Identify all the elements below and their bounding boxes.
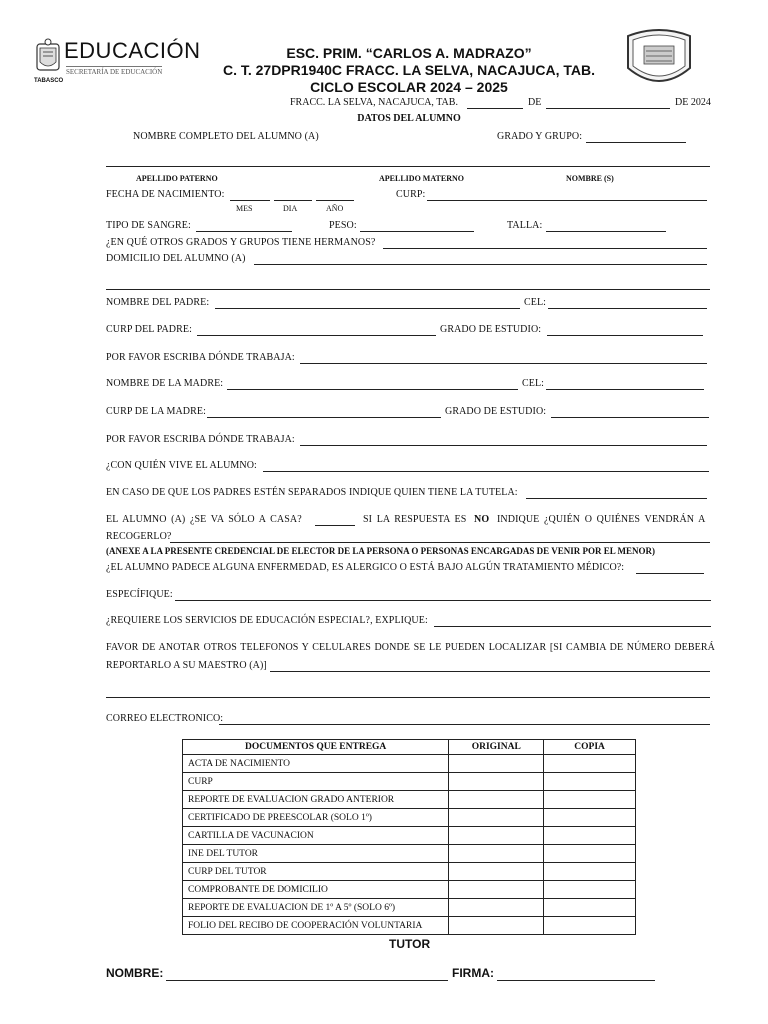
mother-work-field[interactable]	[300, 445, 707, 446]
goes-alone-no: NO	[474, 514, 490, 525]
date-month-field[interactable]	[546, 108, 670, 109]
original-check-cell[interactable]	[449, 863, 544, 881]
phones-field-1[interactable]	[270, 671, 710, 672]
email-label: CORREO ELECTRONICO:	[106, 713, 224, 724]
goes-alone-field[interactable]	[315, 525, 355, 526]
original-check-cell[interactable]	[449, 809, 544, 827]
copy-check-cell[interactable]	[544, 755, 636, 773]
copy-check-cell[interactable]	[544, 809, 636, 827]
custody-field[interactable]	[526, 498, 707, 499]
nombres-caption: NOMBRE (S)	[566, 174, 614, 183]
goes-alone-label: EL ALUMNO (A) ¿SE VA SÓLO A CASA?	[106, 514, 302, 525]
documents-header-row	[183, 740, 636, 755]
specify-label: ESPECÍFIQUE:	[106, 589, 173, 600]
phones-label-2: REPORTARLO A SU MAESTRO (A)]	[106, 660, 267, 671]
mother-cel-label: CEL:	[522, 378, 545, 389]
birth-month-field[interactable]	[230, 200, 270, 201]
mother-curp-label: CURP DE LA MADRE:	[106, 406, 206, 417]
original-check-cell[interactable]	[449, 845, 544, 863]
school-cycle: CICLO ESCOLAR 2024 – 2025	[310, 79, 508, 95]
date-day-field[interactable]	[467, 108, 523, 109]
address-field-2[interactable]	[106, 289, 710, 290]
apellido-materno-caption: APELLIDO MATERNO	[379, 174, 464, 183]
school-name: ESC. PRIM. “CARLOS A. MADRAZO”	[286, 45, 532, 61]
original-col-header: ORIGINAL	[449, 740, 544, 755]
father-name-label: NOMBRE DEL PADRE:	[106, 297, 210, 308]
siblings-label: ¿EN QUÉ OTROS GRADOS Y GRUPOS TIENE HERMANOS?	[106, 237, 376, 248]
tutor-heading: TUTOR	[389, 937, 431, 951]
address-field-1[interactable]	[254, 264, 707, 265]
school-seal-icon	[622, 26, 696, 90]
special-ed-field[interactable]	[434, 626, 711, 627]
full-name-label: NOMBRE COMPLETO DEL ALUMNO (A)	[133, 131, 319, 142]
weight-label: PESO:	[329, 220, 357, 231]
copy-check-cell[interactable]	[544, 863, 636, 881]
document-name: CURP DEL TUTOR	[183, 863, 449, 881]
month-caption: MES	[236, 204, 253, 213]
birth-year-field[interactable]	[316, 200, 354, 201]
tutor-signature-field[interactable]	[497, 980, 655, 981]
date-year-label: DE 2024	[675, 97, 711, 108]
original-check-cell[interactable]	[449, 899, 544, 917]
curp-field[interactable]	[427, 200, 707, 201]
table-row	[183, 917, 636, 935]
table-row	[183, 791, 636, 809]
illness-field[interactable]	[636, 573, 704, 574]
date-location: FRACC. LA SELVA, NACAJUCA, TAB.	[290, 97, 458, 108]
original-check-cell[interactable]	[449, 791, 544, 809]
phones-label-1: FAVOR DE ANOTAR OTROS TELEFONOS Y CELULARES DONDE SE LE PUEDEN LOCALIZAR [SI CAMBIA DE NÚMERO DEBERÁ	[106, 642, 715, 653]
original-check-cell[interactable]	[449, 881, 544, 899]
goes-alone-condition: SI LA RESPUESTA ES	[363, 514, 467, 525]
father-cel-field[interactable]	[548, 308, 707, 309]
illness-label: ¿EL ALUMNO PADECE ALGUNA ENFERMEDAD, ES ALERGICO O ESTÁ BAJO ALGÚN TRATAMIENTO MÉDICO?:	[106, 562, 625, 573]
table-row	[183, 827, 636, 845]
birth-date-label: FECHA DE NACIMIENTO:	[106, 189, 225, 200]
mother-curp-field[interactable]	[207, 417, 441, 418]
weight-field[interactable]	[360, 231, 474, 232]
mother-cel-field[interactable]	[546, 389, 704, 390]
copy-check-cell[interactable]	[544, 917, 636, 935]
logo-title: EDUCACIÓN	[64, 38, 201, 63]
mother-name-label: NOMBRE DE LA MADRE:	[106, 378, 224, 389]
original-check-cell[interactable]	[449, 827, 544, 845]
original-check-cell[interactable]	[449, 917, 544, 935]
curp-label: CURP:	[396, 189, 426, 200]
special-ed-label: ¿REQUIERE LOS SERVICIOS DE EDUCACIÓN ESPECIAL?, EXPLIQUE:	[106, 615, 428, 626]
father-curp-field[interactable]	[197, 335, 436, 336]
blood-type-field[interactable]	[196, 231, 292, 232]
document-name: REPORTE DE EVALUACION GRADO ANTERIOR	[183, 791, 449, 809]
table-row	[183, 863, 636, 881]
copy-check-cell[interactable]	[544, 899, 636, 917]
document-name: INE DEL TUTOR	[183, 845, 449, 863]
tutor-name-label: NOMBRE:	[106, 966, 164, 980]
mother-name-field[interactable]	[227, 389, 518, 390]
grade-group-label: GRADO Y GRUPO:	[497, 131, 583, 142]
school-cct: C. T. 27DPR1940C FRACC. LA SELVA, NACAJUCA, TAB.	[222, 62, 596, 78]
grade-group-field[interactable]	[586, 142, 686, 143]
logo-subtitle: SECRETARÍA DE EDUCACIÓN	[66, 68, 163, 76]
document-name: FOLIO DEL RECIBO DE COOPERACIÓN VOLUNTARIA	[183, 917, 449, 935]
father-study-label: GRADO DE ESTUDIO:	[440, 324, 542, 335]
father-curp-label: CURP DEL PADRE:	[106, 324, 192, 335]
annex-note: (ANEXE A LA PRESENTE CREDENCIAL DE ELECTOR DE LA PERSONA O PERSONAS ENCARGADAS DE VENIR POR EL MENOR)	[106, 546, 656, 556]
day-caption: DIA	[283, 204, 298, 213]
original-check-cell[interactable]	[449, 755, 544, 773]
document-name: REPORTE DE EVALUACION DE 1º A 5º (SOLO 6º)	[183, 899, 449, 917]
copy-check-cell[interactable]	[544, 845, 636, 863]
document-name: CERTIFICADO DE PREESCOLAR (SOLO 1º)	[183, 809, 449, 827]
logo-state: TABASCO	[34, 78, 64, 84]
copy-col-header: COPIA	[544, 740, 636, 755]
copy-check-cell[interactable]	[544, 881, 636, 899]
year-caption: AÑO	[326, 204, 344, 213]
goes-alone-who: INDIQUE ¿QUIÉN O QUIÉNES VENDRÁN A	[497, 514, 706, 525]
copy-check-cell[interactable]	[544, 773, 636, 791]
blood-type-label: TIPO DE SANGRE:	[106, 220, 191, 231]
table-row	[183, 809, 636, 827]
tutor-name-field[interactable]	[166, 980, 448, 981]
mother-study-field[interactable]	[551, 417, 709, 418]
original-check-cell[interactable]	[449, 773, 544, 791]
document-name: CURP	[183, 773, 449, 791]
pickup-field[interactable]	[170, 542, 710, 543]
table-row	[183, 773, 636, 791]
address-label: DOMICILIO DEL ALUMNO (A)	[106, 253, 246, 264]
birth-day-field[interactable]	[274, 200, 312, 201]
lives-with-label: ¿CON QUIÉN VIVE EL ALUMNO:	[106, 460, 257, 471]
document-name: COMPROBANTE DE DOMICILIO	[183, 881, 449, 899]
copy-check-cell[interactable]	[544, 791, 636, 809]
mother-work-label: POR FAVOR ESCRIBA DÓNDE TRABAJA:	[106, 434, 295, 445]
document-name: CARTILLA DE VACUNACION	[183, 827, 449, 845]
father-study-field[interactable]	[547, 335, 703, 336]
table-row	[183, 845, 636, 863]
email-field[interactable]	[219, 724, 710, 725]
documents-col-header: DOCUMENTOS QUE ENTREGA	[183, 740, 449, 755]
documents-table	[182, 739, 636, 935]
table-row	[183, 899, 636, 917]
father-work-label: POR FAVOR ESCRIBA DÓNDE TRABAJA:	[106, 352, 295, 363]
lives-with-field[interactable]	[263, 471, 709, 472]
siblings-field[interactable]	[383, 248, 707, 249]
pickup-label: RECOGERLO?	[106, 531, 172, 542]
phones-field-2[interactable]	[106, 697, 710, 698]
father-work-field[interactable]	[300, 363, 707, 364]
table-row	[183, 755, 636, 773]
document-name: ACTA DE NACIMIENTO	[183, 755, 449, 773]
mother-study-label: GRADO DE ESTUDIO:	[445, 406, 547, 417]
height-label: TALLA:	[507, 220, 543, 231]
date-de-label: DE	[528, 97, 542, 108]
section-title: DATOS DEL ALUMNO	[357, 113, 461, 124]
father-name-field[interactable]	[215, 308, 520, 309]
tutor-signature-label: FIRMA:	[452, 966, 494, 980]
specify-field[interactable]	[175, 600, 711, 601]
father-cel-label: CEL:	[524, 297, 547, 308]
custody-label: EN CASO DE QUE LOS PADRES ESTÉN SEPARADOS INDIQUE QUIEN TIENE LA TUTELA:	[106, 487, 518, 498]
height-field[interactable]	[546, 231, 666, 232]
table-row	[183, 881, 636, 899]
copy-check-cell[interactable]	[544, 827, 636, 845]
apellido-paterno-caption: APELLIDO PATERNO	[136, 174, 218, 183]
full-name-field[interactable]	[106, 166, 710, 167]
